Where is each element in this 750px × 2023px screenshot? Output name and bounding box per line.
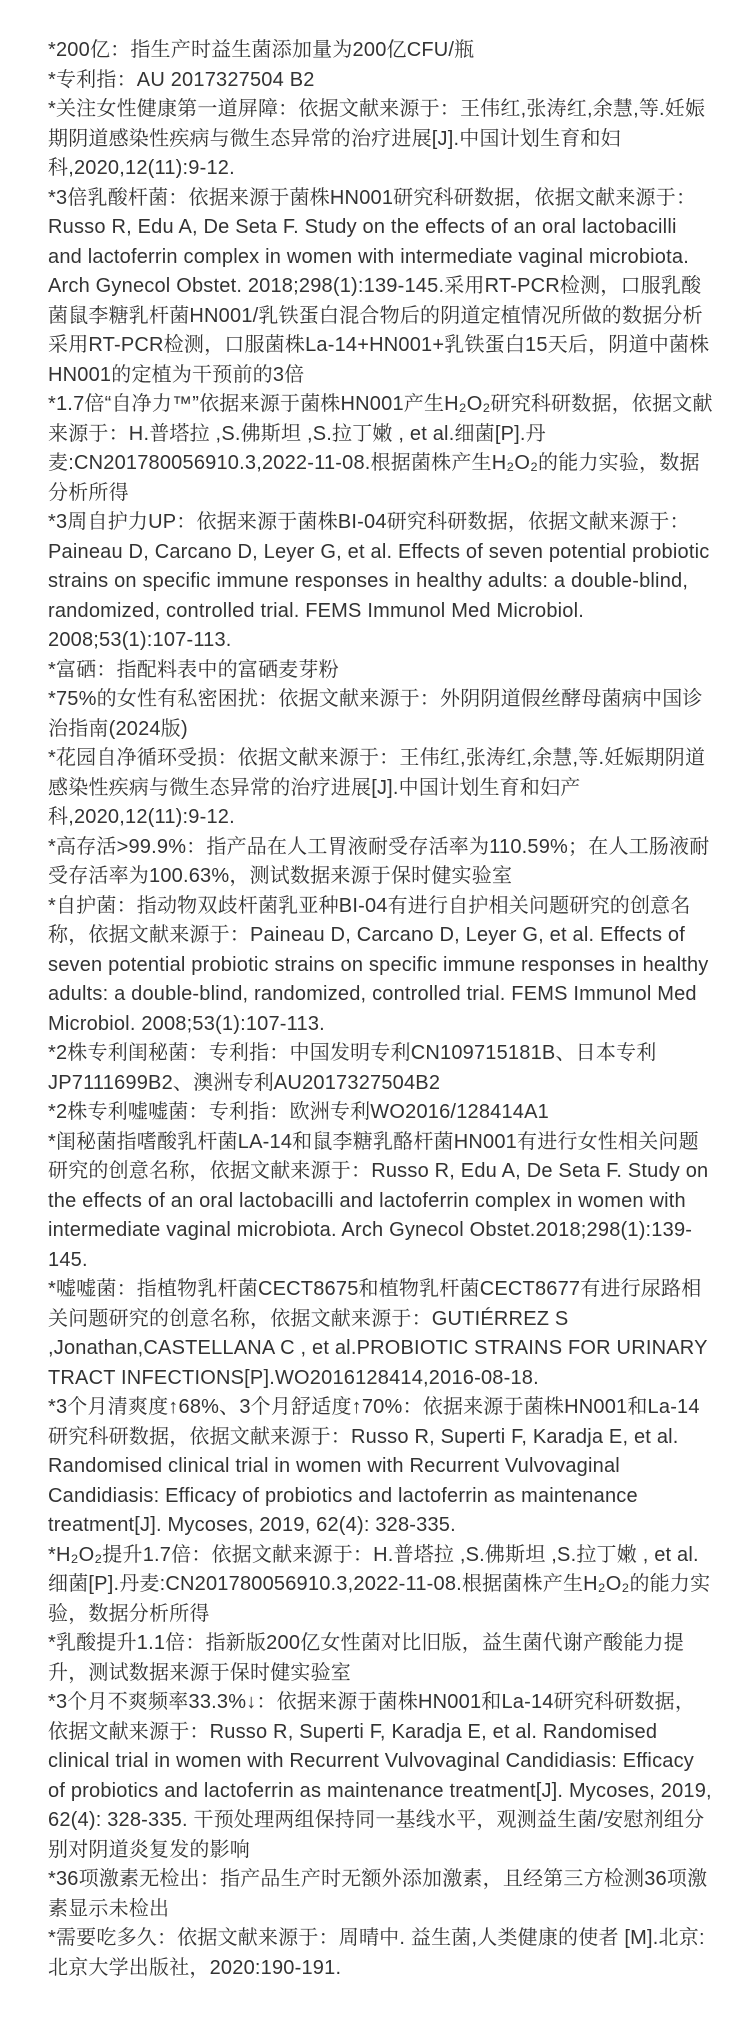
footnote-line: *1.7倍“自净力™”依据来源于菌株HN001产生H₂O₂研究科研数据，依据文献来源于：H.普塔拉 ,S.佛斯坦 ,S.拉丁嫩 , et al.细菌[P].丹麦:CN201780056910.3,2022-11-08.根据菌株产生H₂O₂的能力实验，数据分析所得 (48, 393, 713, 504)
footnote-line: *3倍乳酸杆菌：依据来源于菌株HN001研究科研数据，依据文献来源于：Russo R, Edu A, De Seta F. Study on the effects of an oral lactobacilli and lactoferrin complex in women with intermediate vaginal microbiota. Arch Gynecol Obstet. 2018;298(1):139-145.采用RT-PCR检测，口服乳酸菌鼠李糖乳杆菌HN001/乳铁蛋白混合物后的阴道定植情况所做的数据分析采用RT-PCR检测，口服菌株La-14+HN001+乳铁蛋白15天后，阴道中菌株HN001的定植为干预前的3倍 (48, 186, 710, 386)
footnote-line: *高存活>99.9%：指产品在人工胃液耐受存活率为110.59%；在人工肠液耐受存活率为100.63%，测试数据来源于保时健实验室 (48, 835, 710, 887)
footnote-line: *需要吃多久：依据文献来源于：周晴中. 益生菌,人类健康的使者 [M].北京:北京大学出版社，2020:190-191. (48, 1927, 705, 1979)
footnotes-list (48, 36, 714, 1983)
footnote-line: *3个月清爽度↑68%、3个月舒适度↑70%：依据来源于菌株HN001和La-14研究科研数据，依据文献来源于：Russo R, Superti F, Karadja E, et al. Randomised clinical trial in women with Recurrent Vulvovaginal Candidiasis: Efficacy of probiotics and lactoferrin as maintenance treatment[J]. Mycoses, 2019, 62(4): 328-335. (48, 1396, 700, 1536)
footnote-line: *关注女性健康第一道屏障：依据文献来源于：王伟红,张涛红,余慧,等.妊娠期阴道感染性疾病与微生态异常的治疗进展[J].中国计划生育和妇科,2020,12(11):9-12. (48, 98, 706, 179)
footnote-line: *闺秘菌指嗜酸乳杆菌LA-14和鼠李糖乳酪杆菌HN001有进行女性相关问题研究的创意名称，依据文献来源于：Russo R, Edu A, De Seta F. Study on the effects of an oral lactobacilli and lactoferrin complex in women with intermediate vaginal microbiota. Arch Gynecol Obstet.2018;298(1):139-145. (48, 1130, 709, 1271)
footnote-line: *3周自护力UP：依据来源于菌株BI-04研究科研数据，依据文献来源于：Paineau D, Carcano D, Leyer G, et al. Effects of seven potential probiotic strains on specific immune responses in healthy adults: a double-blind, randomized, controlled trial. FEMS Immunol Med Microbiol. 2008;53(1):107-113. (48, 511, 710, 651)
footnote-line: *36项激素无检出：指产品生产时无额外添加激素，且经第三方检测36项激素显示未检出 (48, 1868, 708, 1920)
footnote-line: *200亿：指生产时益生菌添加量为200亿CFU/瓶 (48, 39, 475, 61)
footnote-line: *2株专利闺秘菌：专利指：中国发明专利CN109715181B、日本专利JP7111699B2、澳洲专利AU2017327504B2 (48, 1042, 657, 1094)
footnote-line: *自护菌：指动物双歧杆菌乳亚种BI-04有进行自护相关问题研究的创意名称，依据文献来源于：Paineau D, Carcano D, Leyer G, et al. Effects of seven potential probiotic strains on specific immune responses in healthy adults: a double-blind, randomized, controlled trial. FEMS Immunol Med Microbiol. 2008;53(1):107-113. (48, 894, 709, 1035)
footnote-line: *富硒：指配料表中的富硒麦芽粉 (48, 658, 339, 681)
footnote-line: *2株专利嘘嘘菌：专利指：欧洲专利WO2016/128414A1 (48, 1101, 549, 1123)
footnote-line: *专利指：AU 2017327504 B2 (48, 68, 315, 91)
footnote-line: *3个月不爽频率33.3%↓：依据来源于菌株HN001和La-14研究科研数据，依据文献来源于：Russo R, Superti F, Karadja E, et al. Randomised clinical trial in women with Recurrent Vulvovaginal Candidiasis: Efficacy of probiotics and lactoferrin as maintenance treatment[J]. Mycoses, 2019, 62(4): 328-335. 干预处理两组保持同一基线水平，观测益生菌/安慰剂组分别对阴道炎复发的影响 (48, 1691, 712, 1861)
footnote-line: *花园自净循环受损：依据文献来源于：王伟红,张涛红,余慧,等.妊娠期阴道感染性疾病与微生态异常的治疗进展[J].中国计划生育和妇产科,2020,12(11):9-12. (48, 747, 706, 828)
footnote-line: *75%的女性有私密困扰：依据文献来源于：外阴阴道假丝酵母菌病中国诊治指南(2024版) (48, 688, 703, 740)
footnote-line: *H₂O₂提升1.7倍：依据文献来源于：H.普塔拉 ,S.佛斯坦 ,S.拉丁嫩 , et al.细菌[P].丹麦:CN201780056910.3,2022-11-08.根据菌株产生H₂O₂的能力实验，数据分析所得 (48, 1543, 711, 1625)
footnote-line: *嘘嘘菌：指植物乳杆菌CECT8675和植物乳杆菌CECT8677有进行尿路相关问题研究的创意名称，依据文献来源于：GUTIÉRREZ S ,Jonathan,CASTELLANA C , et al.PROBIOTIC STRAINS FOR URINARY TRACT INFECTIONS[P].WO2016128414,2016-08-18. (48, 1278, 708, 1389)
footnote-line: *乳酸提升1.1倍：指新版200亿女性菌对比旧版，益生菌代谢产酸能力提升，测试数据来源于保时健实验室 (48, 1632, 684, 1684)
